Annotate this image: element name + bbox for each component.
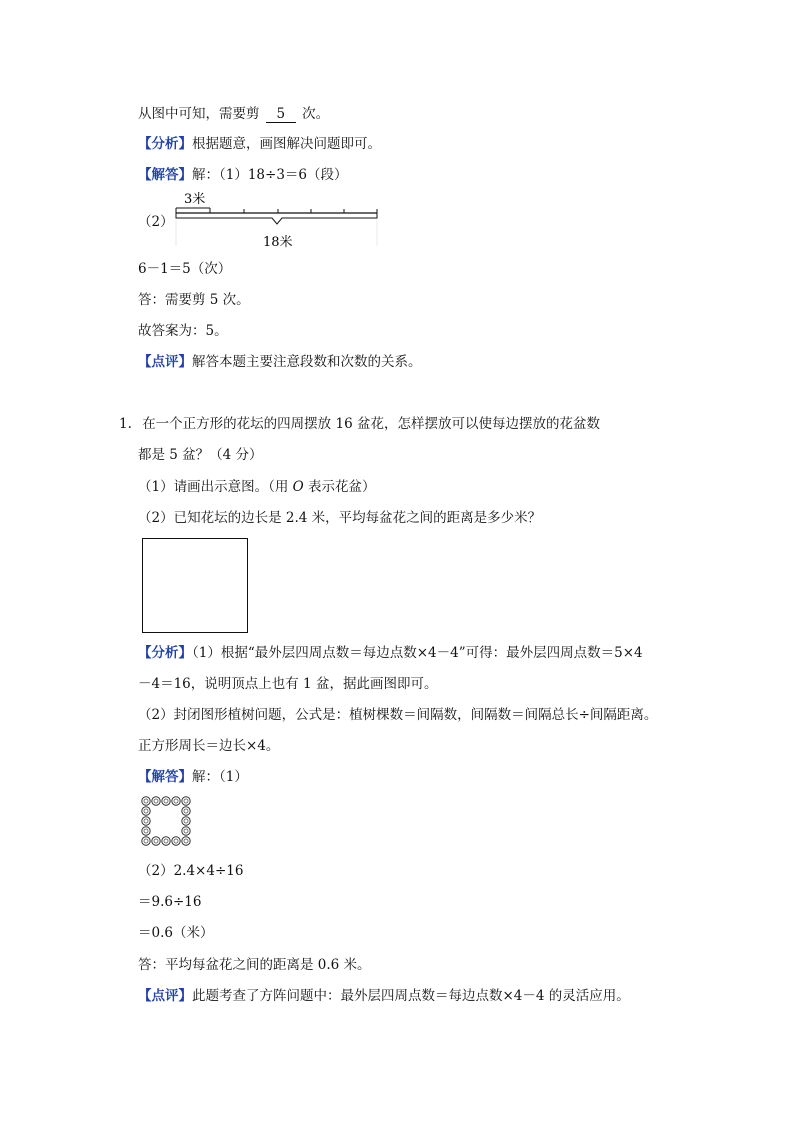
flower-pot — [142, 807, 150, 815]
answer-paragraph-2 — [138, 767, 248, 787]
flower-pot — [142, 837, 150, 845]
comment-paragraph-1 — [138, 352, 422, 372]
flower-pot — [182, 817, 190, 825]
answer-blank: 5 — [266, 106, 296, 123]
flower-pot — [142, 797, 150, 805]
subquestion-1 — [138, 477, 376, 497]
flower-pot — [142, 817, 150, 825]
subquestion-2: （2）已知花坛的边长是 2.4 米，平均每盆花之间的距离是多少米？ — [138, 510, 542, 526]
flower-pot — [152, 797, 160, 805]
reply-line: 答：需要剪 5 次。 — [138, 292, 250, 308]
flower-pot — [162, 797, 170, 805]
result-text-before: 从图中可知，需要剪 — [138, 106, 260, 122]
flower-pot — [162, 837, 170, 845]
question-line-2: 都是 5 盆？（4 分） — [138, 447, 263, 463]
final-answer-line: 故答案为：5。 — [138, 323, 228, 339]
calc-line: 6－1＝5（次） — [138, 261, 232, 277]
result-sentence — [138, 104, 329, 124]
analysis-tag: 【分析】 — [138, 645, 192, 661]
calc-line-3: ＝0.6（米） — [138, 925, 214, 941]
flower-pot — [182, 797, 190, 805]
calc-line-2: ＝9.6÷16 — [138, 894, 202, 910]
flower-pot — [182, 807, 190, 815]
analysis-paragraph-1 — [138, 134, 381, 154]
calc-line-1: （2）2.4×4÷16 — [138, 863, 244, 879]
flower-pot — [142, 827, 150, 835]
flower-pot — [172, 797, 180, 805]
total-brace — [176, 213, 377, 224]
analysis-text-1: （1）根据“最外层四周点数＝每边点数×4－4”可得：最外层四周点数＝5×4 — [192, 645, 643, 661]
analysis-paragraph-2 — [138, 643, 643, 663]
comment-paragraph-2 — [138, 986, 630, 1006]
subquestion-1-prefix: （1）请画出示意图。（用 — [138, 479, 293, 495]
flower-pot — [172, 837, 180, 845]
analysis-text-2: －4＝16，说明顶点上也有 1 盆，据此画图即可。 — [138, 676, 438, 692]
analysis-text-3: （2）封闭图形植树问题，公式是：植树棵数＝间隔数，间隔数＝间隔总长÷间隔距离。 — [138, 707, 658, 723]
pot-symbol: O — [292, 479, 304, 495]
question-number: 1. — [119, 416, 132, 432]
answer-tag: 【解答】 — [138, 769, 192, 785]
analysis-tag: 【分析】 — [138, 136, 192, 152]
comment-text: 此题考查了方阵问题中：最外层四周点数＝每边点数×4－4 的灵活应用。 — [192, 988, 630, 1004]
flower-pot — [182, 827, 190, 835]
comment-tag: 【点评】 — [138, 988, 192, 1004]
part2-label: （2） — [138, 214, 174, 230]
total-label: 18米 — [263, 235, 293, 250]
flower-pot — [152, 837, 160, 845]
comment-tag: 【点评】 — [138, 354, 192, 370]
segment-label: 3米 — [184, 192, 206, 207]
analysis-text-4: 正方形周长＝边长×4。 — [138, 738, 280, 754]
answer-paragraph-1 — [138, 165, 348, 185]
flowerbed-square — [142, 538, 248, 633]
rope-diagram — [170, 188, 390, 248]
reply-line-2: 答：平均每盆花之间的距离是 0.6 米。 — [138, 957, 371, 973]
answer-text: 解：（1）18÷3＝6（段） — [192, 167, 348, 183]
question-line-1 — [119, 414, 600, 434]
answer-text: 解：（1） — [192, 769, 248, 785]
flower-pot — [182, 837, 190, 845]
analysis-text: 根据题意，画图解决问题即可。 — [192, 136, 381, 152]
answer-tag: 【解答】 — [138, 167, 192, 183]
comment-text: 解答本题主要注意段数和次数的关系。 — [192, 354, 422, 370]
subquestion-1-suffix: 表示花盆） — [303, 479, 376, 495]
flower-pot-square-diagram — [142, 797, 192, 847]
result-text-after: 次。 — [302, 106, 330, 122]
question-text-1: 在一个正方形的花坛的四周摆放 16 盆花，怎样摆放可以使每边摆放的花盆数 — [142, 416, 600, 432]
